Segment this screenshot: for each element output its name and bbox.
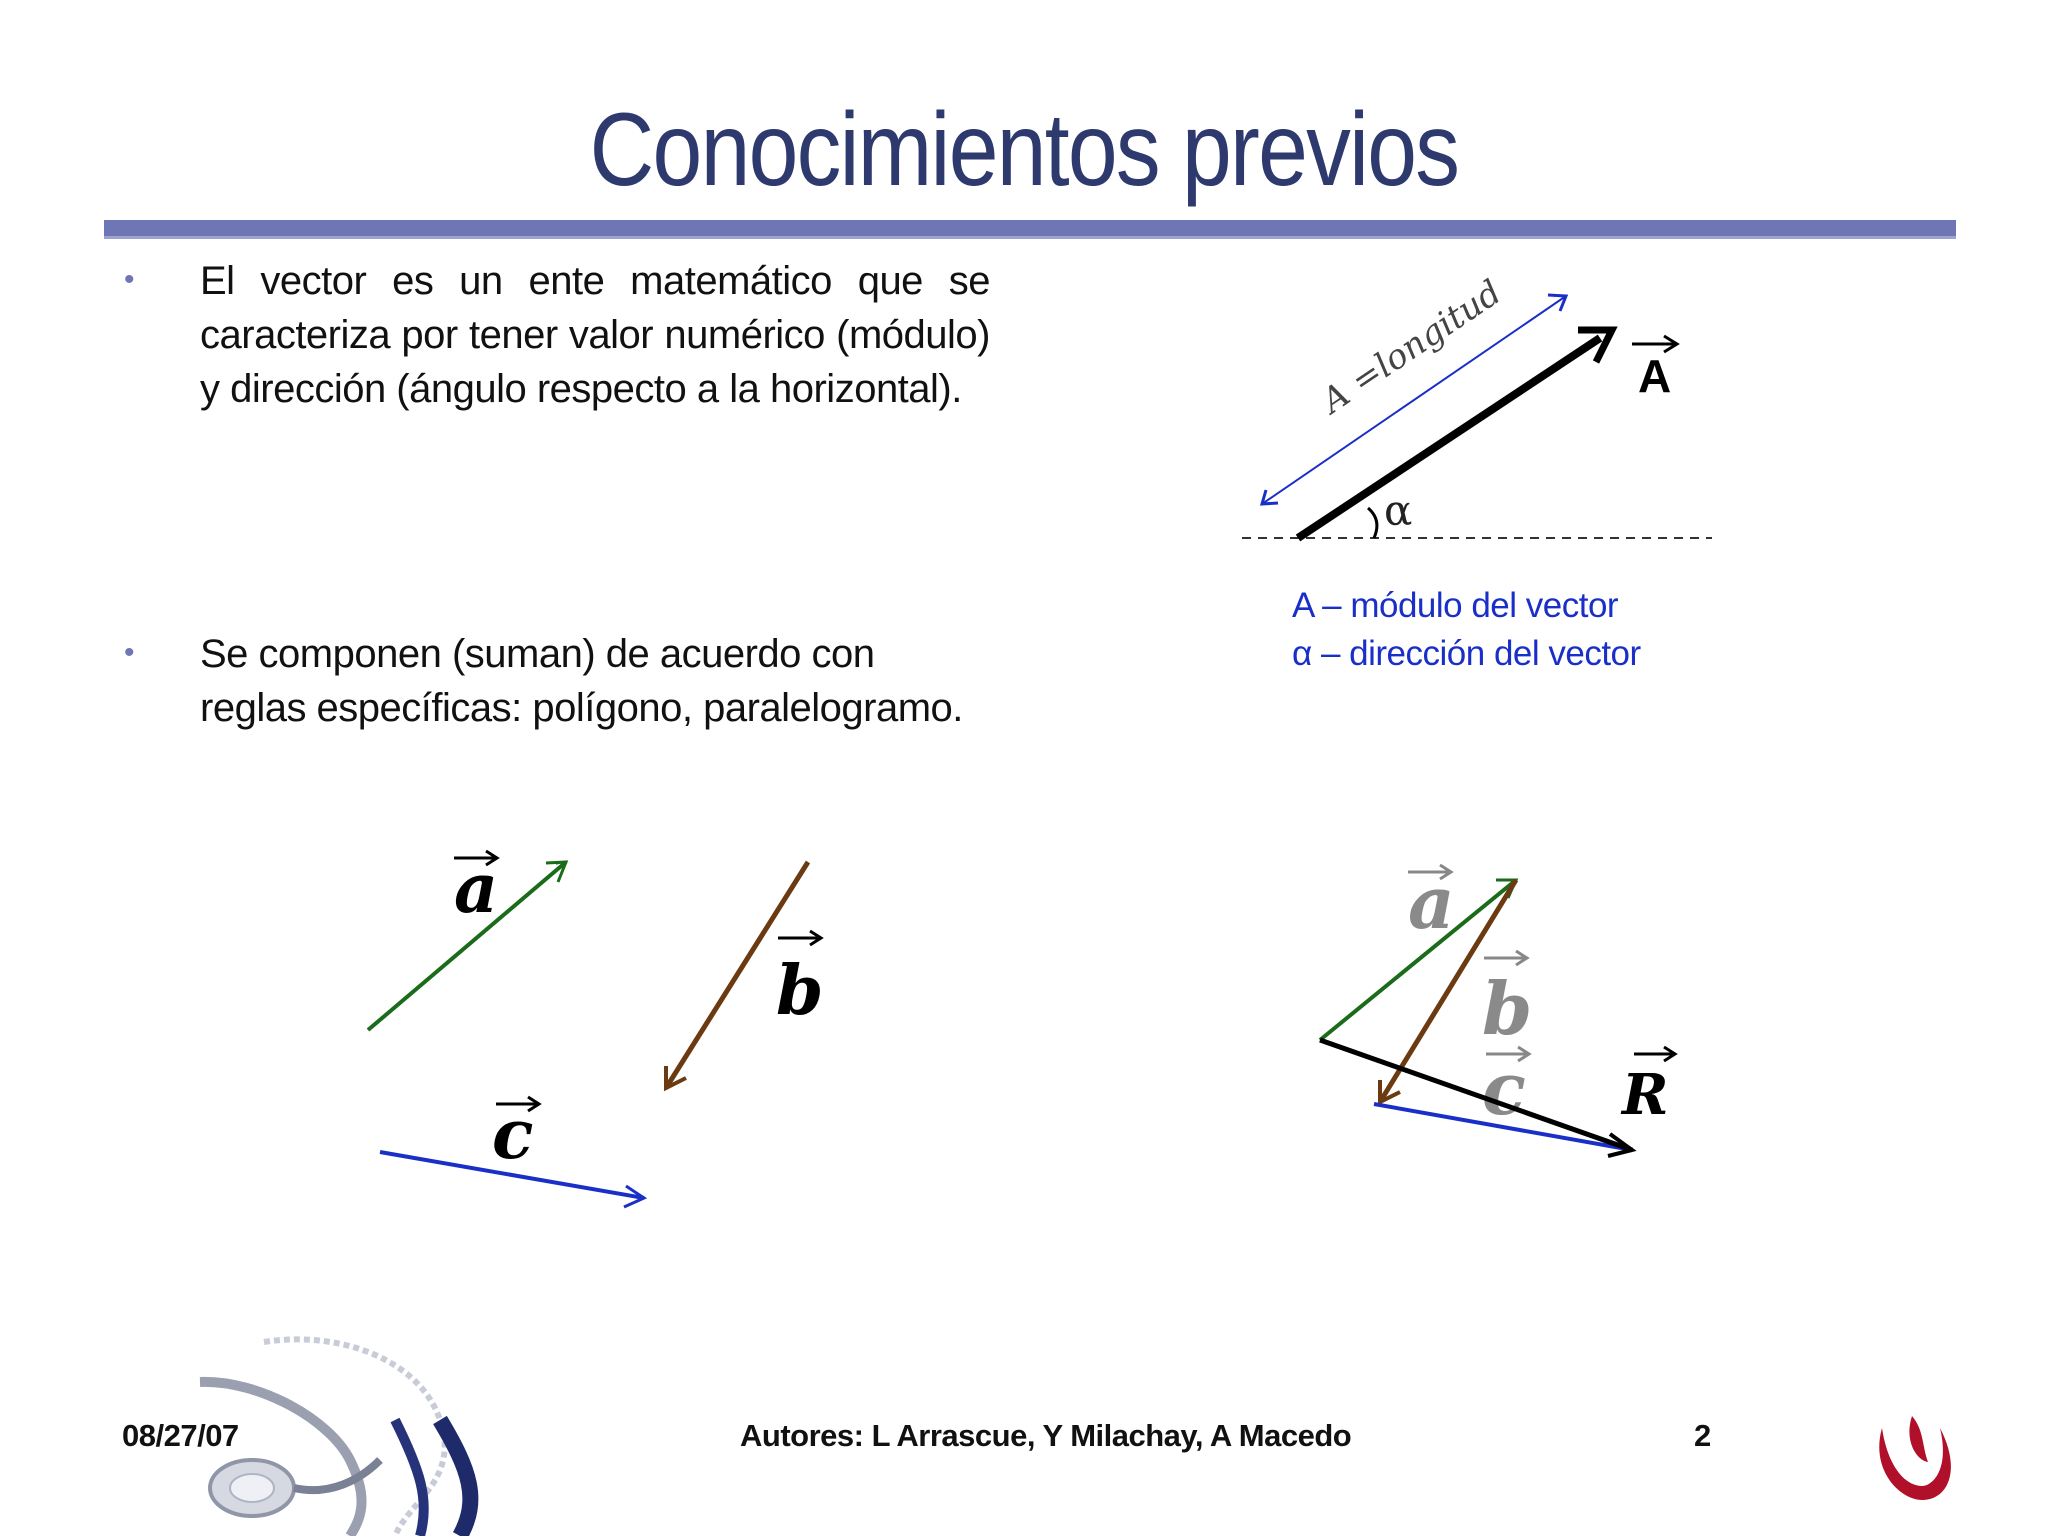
footer-page-number: 2	[1694, 1418, 1711, 1453]
vector-sum-diagram	[1320, 860, 1675, 1156]
footer-date: 08/27/07	[122, 1418, 239, 1453]
label-b: b	[776, 951, 824, 1031]
sum-label-b: b	[1482, 966, 1533, 1051]
slide-title: Conocimientos previos	[589, 92, 1459, 208]
resultant-vector	[1320, 1040, 1632, 1150]
vector-a-label: A	[1638, 350, 1672, 402]
label-a: a	[454, 849, 499, 929]
university-logo-icon	[1879, 1416, 1951, 1500]
bullet-text-2: Se componen (suman) de acuerdo con reglas específicas: polígono, paralelogramo.	[200, 632, 963, 730]
stethoscope-icon	[200, 1339, 470, 1536]
bullet-text-1: El vector es un ente matemático que se caracteriza por tener valor numérico (módulo) y dirección (ángulo respecto a la horizontal).	[200, 259, 990, 411]
footer-authors: Autores: L Arrascue, Y Milachay, A Macedo	[740, 1418, 1352, 1453]
sum-label-a: a	[1408, 860, 1455, 945]
bullet-marker-1: •	[124, 263, 135, 296]
angle-arc	[1368, 508, 1377, 538]
sum-label-c: c	[1482, 1046, 1526, 1131]
legend-direction: α – dirección del vector	[1292, 634, 1641, 673]
legend-module: A – módulo del vector	[1292, 586, 1619, 625]
angle-label: α	[1384, 486, 1413, 535]
component-vectors-diagram	[368, 849, 824, 1207]
label-c: c	[492, 1095, 534, 1175]
vector-a-diagram	[1242, 273, 1712, 538]
bullet-marker-2: •	[124, 636, 135, 669]
resultant-label: R	[1622, 1062, 1669, 1128]
length-label: A =longitud	[1314, 272, 1509, 422]
